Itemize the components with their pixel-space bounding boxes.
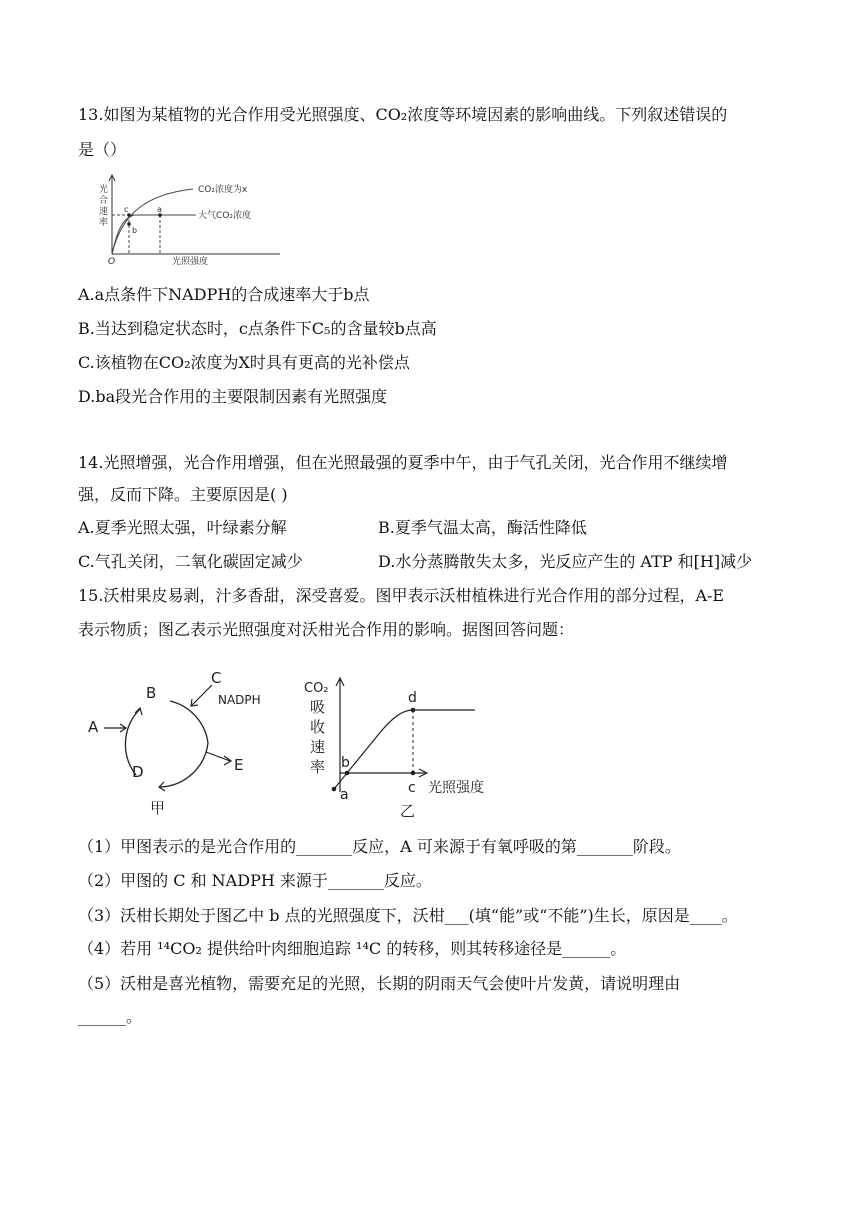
q15-sub-4: （4）若用 ¹⁴CO₂ 提供给叶肉细胞追踪 ¹⁴C 的转移，则其转移途径是______。 (78, 939, 627, 958)
q14-stem-line1: 14.光照增强，光合作用增强，但在光照最强的夏季中午，由于气孔关闭，光合作用不继续增 (78, 453, 728, 472)
jia-label-c: C (211, 669, 222, 687)
q15-stem-line1: 15.沃柑果皮易剥，汁多香甜，深受喜爱。图甲表示沃柑植株进行光合作用的部分过程，A-E (78, 586, 725, 605)
yi-point-a (332, 787, 337, 792)
jia-label-e: E (234, 756, 244, 774)
q13-curve-air (112, 215, 196, 254)
yi-label-d: d (408, 690, 417, 706)
q13-point-b (127, 222, 131, 226)
q13-option-c: C.该植物在CO₂浓度为X时具有更高的光补偿点 (78, 353, 410, 372)
q15-sub-5-cont: ______。 (78, 1007, 143, 1026)
q15-stem-line2: 表示物质；图乙表示光照强度对沃柑光合作用的影响。据图回答问题： (78, 620, 575, 639)
jia-label-nadph: NADPH (218, 693, 261, 707)
yi-ylabel-char-3: 速 (310, 738, 326, 756)
q13-stem-line1: 13.如图为某植物的光合作用受光照强度、CO₂浓度等环境因素的影响曲线。下列叙述错误的 (78, 105, 728, 124)
q15-sub-3: （3）沃柑长期处于图乙中 b 点的光照强度下，沃柑___(填“能”或“不能”)生长，原因是____。 (78, 906, 738, 925)
jia-arc-bottom (160, 743, 208, 787)
q13-stem-line2: 是（） (78, 140, 127, 159)
yi-ylabel-char-2: 收 (310, 718, 326, 736)
q13-label-b: b (132, 226, 138, 235)
yi-ylabel-top: CO₂ (304, 681, 329, 696)
jia-caption: 甲 (150, 799, 166, 817)
jia-arrow-c (192, 685, 212, 705)
yi-ylabel-char-4: 率 (310, 758, 326, 776)
q14-stem-line2: 强，反而下降。主要原因是( ) (78, 485, 288, 504)
jia-label-a: A (88, 718, 99, 736)
jia-label-d: D (132, 763, 144, 781)
jia-arc-right (170, 701, 208, 743)
yi-label-a: a (340, 787, 349, 803)
q13-option-d: D.ba段光合作用的主要限制因素有光照强度 (78, 387, 388, 406)
q15-sub-2: （2）甲图的 C 和 NADPH 来源于_______反应。 (78, 871, 432, 890)
q13-curve-label-air: 大气CO₂浓度 (198, 211, 251, 221)
jia-arrow-e (206, 752, 230, 761)
q15-sub-5: （5）沃柑是喜光植物，需要充足的光照，长期的阴雨天气会使叶片发黄，请说明理由 (78, 974, 681, 993)
q13-figure (98, 172, 288, 272)
yi-label-c: c (408, 780, 416, 796)
yi-label-b: b (341, 755, 350, 771)
q13-xlabel: 光照强度 (172, 257, 209, 267)
yi-curve (334, 710, 475, 789)
q14-option-a: A.夏季光照太强，叶绿素分解 (78, 518, 287, 537)
q14-option-b: B.夏季气温太高，酶活性降低 (378, 518, 587, 537)
yi-point-d (411, 708, 416, 713)
q15-figure-yi (300, 672, 510, 832)
q13-option-b: B.当达到稳定状态时，c点条件下C₅的含量较b点高 (78, 319, 437, 338)
q13-label-c: c (124, 205, 129, 214)
yi-ylabel-char-1: 吸 (310, 698, 326, 716)
q14-option-d: D.水分蒸腾散失太多，光反应产生的 ATP 和[H]减少 (378, 552, 753, 571)
q13-ylabel: 光合速率 (99, 185, 109, 228)
yi-xlabel: 光照强度 (428, 780, 484, 796)
q13-origin: O (108, 257, 116, 267)
q13-label-a: a (157, 205, 162, 214)
yi-point-b (345, 771, 350, 776)
q13-curve-label-x: CO₂浓度为x (198, 185, 248, 195)
q15-sub-1: （1）甲图表示的是光合作用的_______反应，A 可来源于有氧呼吸的第_______阶段。 (78, 837, 681, 856)
q13-option-a: A.a点条件下NADPH的合成速率大于b点 (78, 285, 370, 304)
yi-point-c (411, 771, 416, 776)
q15-figure-jia (80, 665, 280, 825)
jia-label-b: B (146, 684, 157, 702)
q14-option-c: C.气孔关闭，二氧化碳固定减少 (78, 552, 303, 571)
yi-caption: 乙 (400, 802, 416, 820)
